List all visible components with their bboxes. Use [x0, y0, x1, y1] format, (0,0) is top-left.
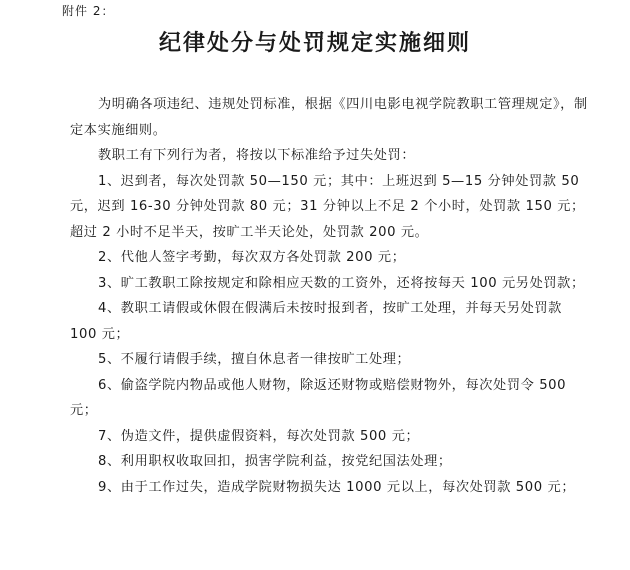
rule-item-1: 1、迟到者，每次处罚款 50—150 元；其中：上班迟到 5—15 分钟处罚款 50 元，迟到 16-30 分钟处罚款 80 元；31 分钟以上不足 2 个小时，处罚款 150 元；超过 2 小时不足半天，按旷工半天论处，处罚款 200 元。 — [70, 173, 585, 240]
document-body — [70, 92, 590, 500]
attachment-label: 附件 2： — [62, 4, 115, 18]
rule-item-3: 3、旷工教职工除按规定和除相应天数的工资外，还将按每天 100 元另处罚款； — [98, 275, 585, 291]
rule-item-4: 4、教职工请假或休假在假满后未按时报到者，按旷工处理，并每天另处罚款 100 元； — [70, 301, 562, 342]
intro-paragraph: 为明确各项违纪、违规处罚标准，根据《四川电影电视学院教职工管理规定》，制定本实施细则。 — [70, 97, 588, 138]
rule-item-6: 6、偷盗学院内物品或他人财物，除返还财物或赔偿财物外，每次处罚令 500 元； — [70, 377, 567, 418]
rule-item-2: 2、代他人签字考勤，每次双方各处罚款 200 元； — [98, 250, 406, 265]
rule-item-9: 9、由于工作过失，造成学院财物损失达 1000 元以上，每次处罚款 500 元； — [98, 479, 576, 495]
rule-item-8: 8、利用职权收取回扣，损害学院利益，按党纪国法处理； — [98, 454, 452, 469]
rule-item-5: 5、不履行请假手续，擅自休息者一律按旷工处理； — [98, 352, 411, 367]
lead-paragraph: 教职工有下列行为者，将按以下标准给予过失处罚： — [98, 148, 416, 163]
rule-item-7: 7、伪造文件，提供虚假资料，每次处罚款 500 元； — [98, 428, 420, 444]
document-title: 纪律处分与处罚规定实施细则 — [158, 30, 471, 56]
